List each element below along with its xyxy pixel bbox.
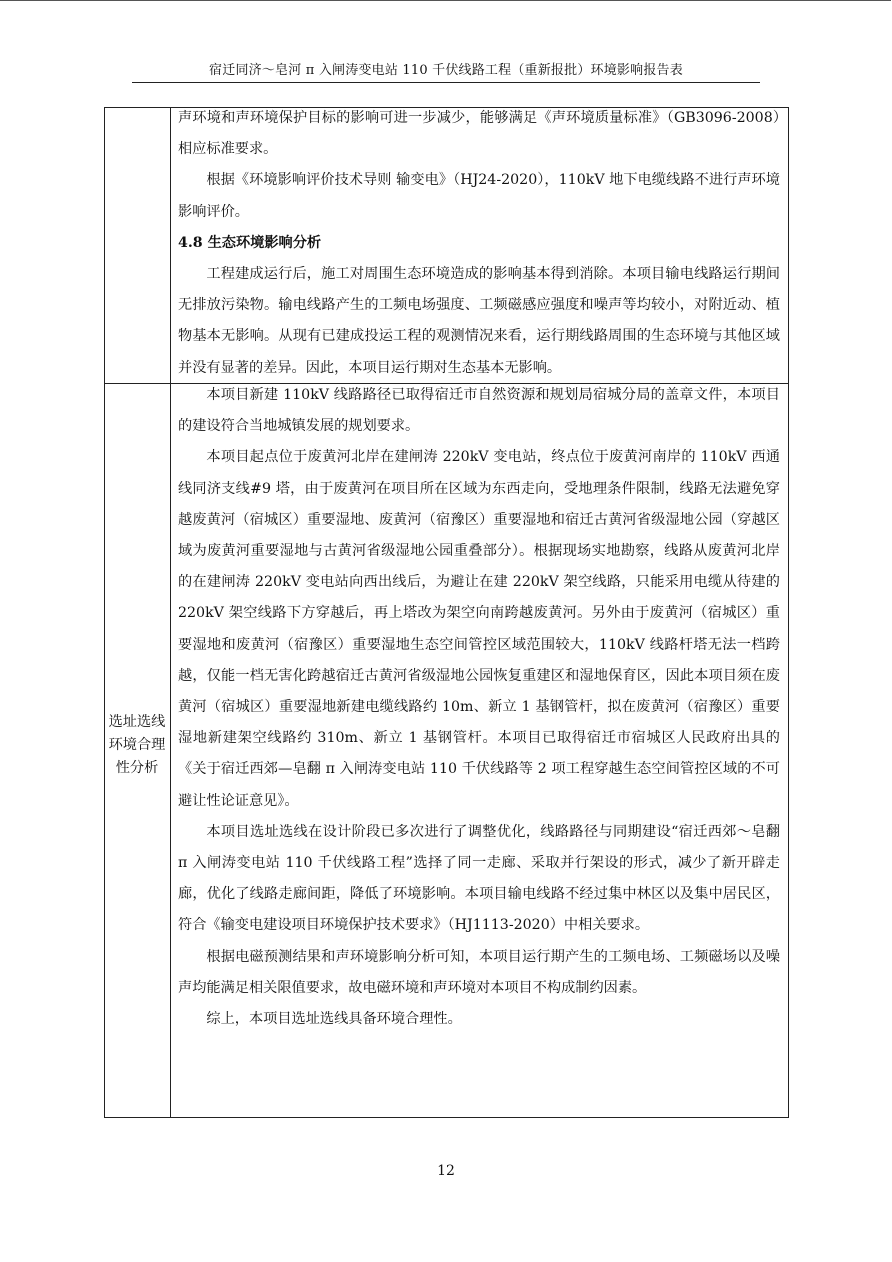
paragraph: 本项目起点位于废黄河北岸在建闸涛 220kV 变电站，终点位于废黄河南岸的 110kV 西通线同济支线#9 塔，由于废黄河在项目所在区域为东西走向，受地理条件限制，线路无法避免穿越废黄河（宿城区）重要湿地、废黄河（宿豫区）重要湿地和宿迁古黄河省级湿地公园（穿越区域为废黄河重要湿地与古黄河省级湿地公园重叠部分）。根据现场实地勘察，线路从废黄河北岸的在建闸涛 220kV 变电站向西出线后，为避让在建 220kV 架空线路，只能采用电缆从待建的 220kV 架空线路下方穿越后，再上塔改为架空向南跨越废黄河。另外由于废黄河（宿城区）重要湿地和废黄河（宿豫区）重要湿地生态空间管控区域范围较大，110kV 线路杆塔无法一档跨越，仅能一档无害化跨越宿迁古黄河省级湿地公园恢复重建区和湿地保育区，因此本项目须在废黄河（宿城区）重要湿地新建电缆线路约 10m、新立 1 基钢管杆，拟在废黄河（宿豫区）重要湿地新建架空线路约 310m、新立 1 基钢管杆。本项目已取得宿迁市宿城区人民政府出具的《关于宿迁西郊—皂翻 π 入闸涛变电站 110 千伏线路等 2 项工程穿越生态空间管控区域的不可避让性论证意见》。 (178, 449, 780, 809)
header-rule (132, 82, 760, 83)
paragraph: 根据电磁预测结果和声环境影响分析可知，本项目运行期产生的工频电场、工频磁场以及噪声均能满足相关限值要求，故电磁环境和声环境对本项目不构成制约因素。 (178, 948, 780, 996)
paragraph: 工程建成运行后，施工对周围生态环境造成的影响基本得到消除。本项目输电线路运行期间无排放污染物。输电线路产生的工频电场强度、工频磁感应强度和噪声等均较小，对附近动、植物基本无影响。从现有已建成投运工程的观测情况来看，运行期线路周围的生态环境与其他区域并没有显著的差异。因此，本项目运行期对生态基本无影响。 (178, 266, 780, 376)
paragraph: 本项目新建 110kV 线路路径已取得宿迁市自然资源和规划局宿城分局的盖章文件，本项目的建设符合当地城镇发展的规划要求。 (178, 387, 780, 435)
paragraph: 根据《环境影响评价技术导则 输变电》（HJ24-2020），110kV 地下电缆线路不进行声环境影响评价。 (178, 172, 780, 220)
section-heading: 4.8 生态环境影响分析 (178, 234, 322, 251)
page-top-edge (0, 0, 891, 1)
report-header-title: 宿迁同济～皂河 π 入闸涛变电站 110 千伏线路工程（重新报批）环境影响报告表 (209, 63, 683, 78)
paragraph: 综上，本项目选址选线具备环境合理性。 (206, 1011, 462, 1028)
page-number: 12 (437, 1163, 455, 1179)
table-row-noise-ecology (178, 103, 780, 384)
paragraph: 本项目选址选线在设计阶段已多次进行了调整优化，线路路径与同期建设“宿迁西郊～皂翻 π 入闸涛变电站 110 千伏线路工程”选择了同一走廊、采取并行架设的形式，减少了新开辟走廊，优化了线路走廊间距，降低了环境影响。本项目输电线路不经过集中林区以及集中居民区，符合《输变电建设项目环境保护技术要求》（HJ1113-2020）中相关要求。 (178, 823, 780, 934)
table-row-site-selection (178, 380, 780, 1035)
table-column-divider (170, 107, 171, 1118)
paragraph: 声环境和声环境保护目标的影响可进一步减少，能够满足《声环境质量标准》（GB3096-2008）相应标准要求。 (178, 110, 780, 158)
row-label-site-selection: 选址选线环境合理性分析 (108, 714, 166, 776)
